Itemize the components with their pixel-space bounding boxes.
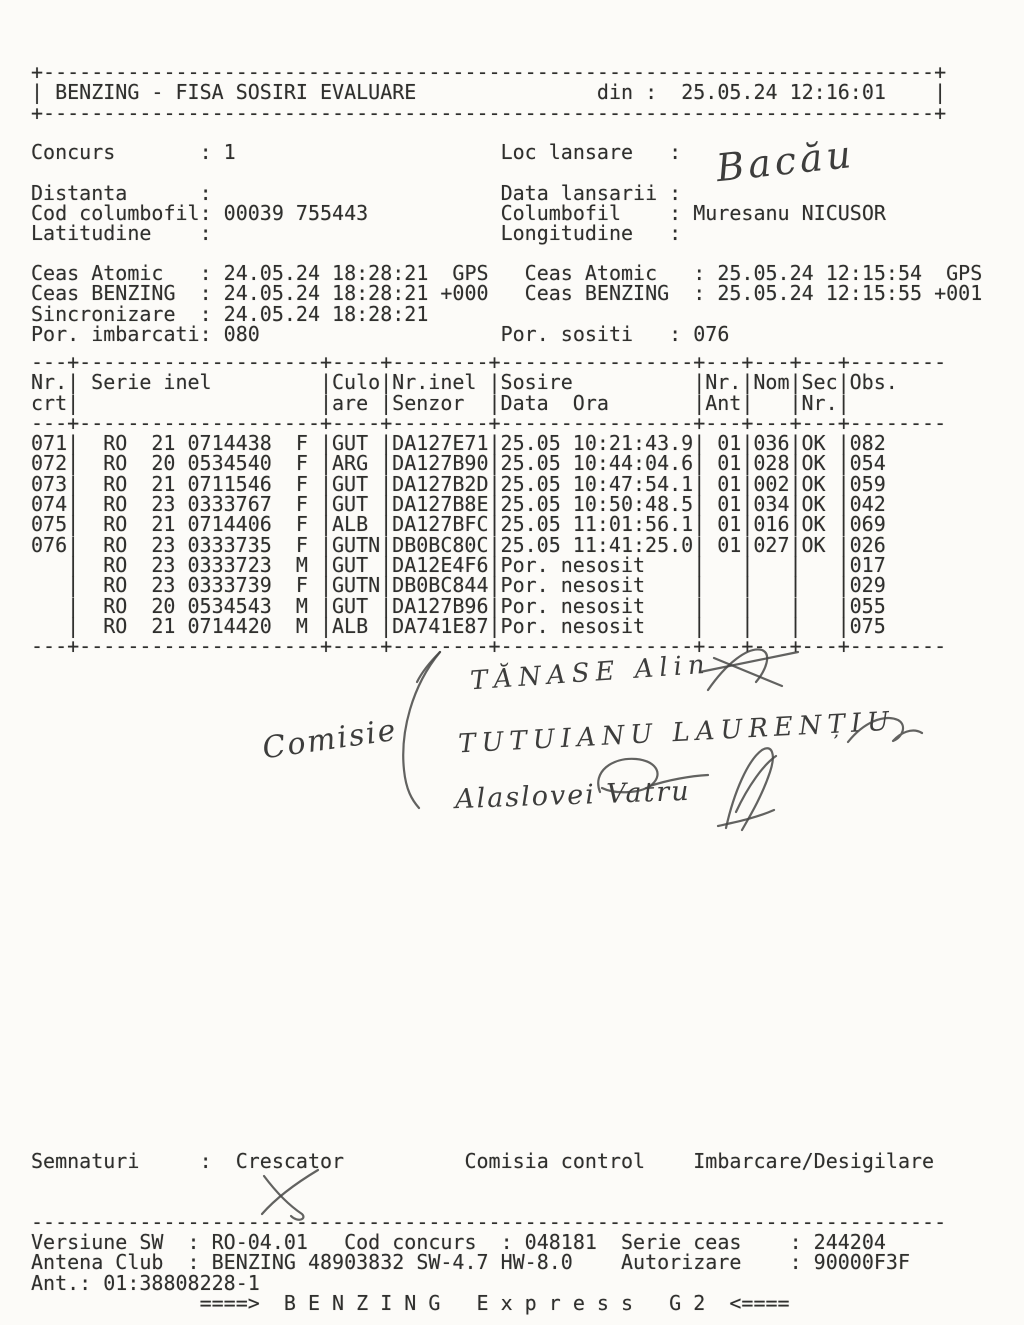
table-cell xyxy=(705,596,741,616)
table-row xyxy=(31,492,946,517)
column-separator: | xyxy=(380,390,393,415)
table-cell: Ant xyxy=(705,390,742,415)
column-separator: | xyxy=(319,512,332,537)
column-separator: | xyxy=(488,471,501,496)
column-separator: | xyxy=(693,532,706,557)
column-separator: | xyxy=(380,573,393,598)
table-row xyxy=(31,532,946,557)
table-row xyxy=(31,593,946,618)
table-cell xyxy=(802,555,838,575)
column-separator: | xyxy=(319,471,332,496)
column-separator: | xyxy=(837,431,850,456)
column-separator: | xyxy=(741,390,754,415)
table-cell xyxy=(850,393,946,413)
table-rule-bottom: ---+--------------------+----+--------+----------------+---+---+---+-------- xyxy=(31,634,947,659)
column-separator: | xyxy=(789,451,802,476)
table-cell: 029 xyxy=(849,573,886,598)
table-cell: OK xyxy=(801,532,838,557)
column-separator: | xyxy=(67,613,80,638)
table-cell: 082 xyxy=(849,431,886,456)
column-separator: | xyxy=(488,431,501,456)
column-separator: | xyxy=(789,552,802,577)
footer-rule: ---------------------------------------------------------------------------- xyxy=(31,1210,947,1234)
column-separator: | xyxy=(319,431,332,456)
footer-line-benzing-express: ====> B E N Z I N G E x p r e s s G 2 <==== xyxy=(31,1290,790,1315)
column-separator: | xyxy=(319,390,332,415)
table-cell: 25.05 10:50:48.5 xyxy=(500,492,694,517)
info-line-distanta: Distanta : Data lansarii : xyxy=(31,180,682,205)
table-cell: DA127B96 xyxy=(392,593,489,618)
handwritten-name-tutuianu: TUTUIANU LAURENȚIU xyxy=(457,706,896,760)
table-cell: RO 21 0714438 F xyxy=(79,431,308,456)
table-cell: DA12E4F6 xyxy=(392,552,489,577)
table-row xyxy=(31,471,946,496)
column-separator: | xyxy=(789,573,802,598)
table-header-row xyxy=(31,370,946,395)
table-cell: 25.05 10:21:43.9 xyxy=(500,431,694,456)
table-cell: 01 xyxy=(705,451,742,476)
column-separator: | xyxy=(319,370,332,395)
column-separator: | xyxy=(488,512,501,537)
column-separator: | xyxy=(319,552,332,577)
column-separator: | xyxy=(741,573,754,598)
table-header xyxy=(31,372,946,413)
table-cell: DB0BC844 xyxy=(392,573,489,598)
column-separator: | xyxy=(837,573,850,598)
table-cell: 017 xyxy=(849,552,886,577)
table-cell: GUT xyxy=(331,471,381,496)
table-cell: Por. nesosit xyxy=(500,573,646,598)
column-separator: | xyxy=(741,492,754,517)
column-separator: | xyxy=(693,431,706,456)
column-separator: | xyxy=(488,573,501,598)
table-cell: crt xyxy=(31,390,68,415)
table-cell: 055 xyxy=(849,593,886,618)
table-row xyxy=(31,451,946,476)
column-separator: | xyxy=(837,593,850,618)
footer-line-versiune: Versiune SW : RO-04.01 Cod concurs : 048181 Serie ceas : 244204 xyxy=(31,1230,886,1254)
table-row xyxy=(31,512,946,537)
column-separator: | xyxy=(67,370,80,395)
box-rule-top: +--------------------------------------------------------------------------+ xyxy=(31,60,947,84)
column-separator: | xyxy=(789,471,802,496)
table-cell: Nr. xyxy=(705,370,742,395)
table-cell: GUT xyxy=(331,431,381,456)
arrival-table xyxy=(31,350,947,659)
table-cell: 042 xyxy=(849,492,886,517)
table-cell: DA127E71 xyxy=(392,431,489,456)
table-cell: 059 xyxy=(849,471,886,496)
signature-stroke xyxy=(262,1170,318,1214)
column-separator: | xyxy=(319,492,332,517)
table-cell: GUTN xyxy=(331,573,381,598)
table-cell: DA741E87 xyxy=(392,613,489,638)
table-cell: 054 xyxy=(849,451,886,476)
table-cell xyxy=(705,616,741,636)
table-cell: are xyxy=(331,390,369,415)
table-cell: OK xyxy=(801,471,838,496)
info-line-latitudine: Latitudine : Longitudine : xyxy=(31,221,682,246)
table-cell: DA127B2D xyxy=(392,471,489,496)
table-cell: RO 21 0711546 F xyxy=(79,471,308,496)
signature-stroke xyxy=(718,810,774,826)
column-separator: | xyxy=(67,492,80,517)
column-separator: | xyxy=(380,471,393,496)
column-separator: | xyxy=(488,613,501,638)
column-separator: | xyxy=(837,532,850,557)
column-separator: | xyxy=(789,613,802,638)
table-row xyxy=(31,431,946,456)
table-row xyxy=(31,573,946,598)
column-separator: | xyxy=(789,390,802,415)
table-cell xyxy=(31,616,67,636)
table-cell: 076 xyxy=(31,532,68,557)
footer-line-antena: Antena Club : BENZING 48903832 SW-4.7 HW-8.0 Autorizare : 90000F3F xyxy=(31,1250,910,1275)
column-separator: | xyxy=(741,451,754,476)
column-separator: | xyxy=(789,512,802,537)
table-cell: DA127B90 xyxy=(392,451,489,476)
table-cell: ALB xyxy=(331,613,381,638)
column-separator: | xyxy=(67,512,80,537)
table-cell: 026 xyxy=(849,532,886,557)
column-separator: | xyxy=(319,532,332,557)
column-separator: | xyxy=(741,370,754,395)
table-cell: GUT xyxy=(331,593,381,618)
column-separator: | xyxy=(488,370,501,395)
table-cell: 25.05 10:47:54.1 xyxy=(500,471,694,496)
table-cell xyxy=(802,616,838,636)
column-separator: | xyxy=(693,613,706,638)
column-separator: | xyxy=(380,451,393,476)
table-cell: Nr. xyxy=(31,370,68,395)
semnaturi-line: Semnaturi : Crescator Comisia control Imbarcare/Desigilare xyxy=(31,1149,935,1173)
column-separator: | xyxy=(741,593,754,618)
table-row xyxy=(31,613,946,638)
column-separator: | xyxy=(837,390,850,415)
table-cell: RO 23 0333767 F xyxy=(79,492,308,517)
column-separator: | xyxy=(380,532,393,557)
table-cell: 075 xyxy=(849,613,886,638)
column-separator: | xyxy=(693,573,706,598)
footer-line-ant: Ant.: 01:38808228-1 xyxy=(31,1270,260,1295)
column-separator: | xyxy=(693,390,706,415)
table-cell: Por. nesosit xyxy=(500,593,646,618)
handwritten-name-tanase: TĂNASE Alin xyxy=(469,649,712,697)
table-cell: 069 xyxy=(849,512,886,537)
table-cell: Culo xyxy=(331,370,381,395)
column-separator: | xyxy=(380,431,393,456)
table-cell: Nr.inel xyxy=(392,370,477,395)
column-separator: | xyxy=(67,552,80,577)
table-cell: 01 xyxy=(705,512,742,537)
column-separator: | xyxy=(67,431,80,456)
table-cell: 01 xyxy=(705,492,742,517)
column-separator: | xyxy=(488,532,501,557)
clock-line-benzing: Ceas BENZING : 24.05.24 18:28:21 +000 Ceas BENZING : 25.05.24 12:15:55 +001 xyxy=(31,281,983,306)
table-cell: 01 xyxy=(705,471,742,496)
title-box xyxy=(31,62,946,123)
signature-stroke xyxy=(714,658,782,686)
signature-stroke xyxy=(736,756,776,812)
table-cell xyxy=(31,596,67,616)
title-line: | BENZING - FISA SOSIRI EVALUARE din : 25.05.24 12:16:01 | xyxy=(31,80,947,105)
table-cell: 027 xyxy=(753,532,790,557)
table-cell: RO 23 0333735 F xyxy=(79,532,308,557)
table-cell: RO 23 0333739 F xyxy=(79,573,308,598)
table-cell: 072 xyxy=(31,451,68,476)
table-cell: Sec xyxy=(801,370,838,395)
info-line-concurs: Concurs : 1 Loc lansare : xyxy=(31,140,682,164)
table-cell: RO 21 0714420 M xyxy=(79,613,308,638)
table-cell: 01 xyxy=(705,431,742,456)
handwritten-brace xyxy=(403,652,440,808)
column-separator: | xyxy=(789,370,802,395)
table-header-row xyxy=(31,390,946,415)
table-cell: 036 xyxy=(753,431,790,456)
table-cell: 071 xyxy=(31,431,68,456)
clock-line-sincronizare: Sincronizare : 24.05.24 18:28:21 xyxy=(31,301,429,326)
column-separator: | xyxy=(837,552,850,577)
table-cell xyxy=(31,555,67,575)
table-cell xyxy=(705,575,741,595)
table-cell: 074 xyxy=(31,492,68,517)
table-rule-top: ---+--------------------+----+--------+----------------+---+---+---+-------- xyxy=(31,350,947,374)
column-separator: | xyxy=(380,492,393,517)
table-cell xyxy=(802,575,838,595)
column-separator: | xyxy=(380,552,393,577)
table-cell xyxy=(753,616,789,636)
column-separator: | xyxy=(789,593,802,618)
table-rule-mid: ---+--------------------+----+--------+----------------+---+---+---+-------- xyxy=(31,410,947,435)
column-separator: | xyxy=(693,512,706,537)
table-cell xyxy=(753,596,789,616)
column-separator: | xyxy=(319,573,332,598)
table-body xyxy=(31,433,946,636)
table-cell: 073 xyxy=(31,471,68,496)
table-cell: Nr. xyxy=(801,390,838,415)
table-cell: GUT xyxy=(331,552,381,577)
table-cell: OK xyxy=(801,512,838,537)
clock-section xyxy=(31,263,982,344)
column-separator: | xyxy=(741,471,754,496)
column-separator: | xyxy=(789,492,802,517)
table-cell: RO 23 0333723 M xyxy=(79,552,308,577)
column-separator: | xyxy=(319,451,332,476)
table-cell: Obs. xyxy=(849,370,898,395)
column-separator: | xyxy=(67,390,80,415)
table-cell: 028 xyxy=(753,451,790,476)
table-cell: 016 xyxy=(753,512,790,537)
column-separator: | xyxy=(837,471,850,496)
table-cell: OK xyxy=(801,431,838,456)
column-separator: | xyxy=(693,471,706,496)
column-separator: | xyxy=(837,512,850,537)
column-separator: | xyxy=(67,532,80,557)
footer-section xyxy=(31,1232,910,1313)
column-separator: | xyxy=(693,451,706,476)
column-separator: | xyxy=(319,593,332,618)
table-cell: DB0BC80C xyxy=(392,532,489,557)
table-cell xyxy=(31,575,67,595)
column-separator: | xyxy=(741,431,754,456)
column-separator: | xyxy=(837,492,850,517)
table-cell: OK xyxy=(801,451,838,476)
table-cell: 075 xyxy=(31,512,68,537)
table-cell: RO 20 0534543 M xyxy=(79,593,308,618)
column-separator: | xyxy=(380,593,393,618)
table-cell xyxy=(753,393,789,413)
info-line-cod-columbofil: Cod columbofil: 00039 755443 Columbofil : Muresanu NICUSOR xyxy=(31,200,886,225)
table-cell: RO 20 0534540 F xyxy=(79,451,308,476)
column-separator: | xyxy=(488,390,501,415)
column-separator: | xyxy=(837,613,850,638)
column-separator: | xyxy=(741,532,754,557)
table-cell: OK xyxy=(801,492,838,517)
handwritten-loc-lansare: Bacău xyxy=(714,131,857,191)
table-cell: GUT xyxy=(331,492,381,517)
column-separator: | xyxy=(693,552,706,577)
signature-stroke xyxy=(726,748,773,830)
column-separator: | xyxy=(67,451,80,476)
handwritten-name-alaslovei: Alaslovei Vatru xyxy=(454,775,692,816)
column-separator: | xyxy=(837,370,850,395)
column-separator: | xyxy=(380,370,393,395)
column-separator: | xyxy=(488,451,501,476)
table-cell: Serie inel xyxy=(79,370,212,395)
handwritten-comisie-label: Comisie xyxy=(260,712,400,767)
table-cell: 01 xyxy=(705,532,742,557)
table-cell xyxy=(753,575,789,595)
table-cell: ALB xyxy=(331,512,381,537)
column-separator: | xyxy=(380,613,393,638)
table-cell: Nom xyxy=(753,370,790,395)
table-cell: ARG xyxy=(331,451,381,476)
table-cell: Data Ora xyxy=(500,390,609,415)
table-cell: 25.05 10:44:04.6 xyxy=(500,451,694,476)
column-separator: | xyxy=(741,512,754,537)
table-cell: 034 xyxy=(753,492,790,517)
table-cell: GUTN xyxy=(331,532,381,557)
table-cell: Por. nesosit xyxy=(500,552,646,577)
table-cell: Sosire xyxy=(500,370,573,395)
column-separator: | xyxy=(741,552,754,577)
table-cell: DA127BFC xyxy=(392,512,489,537)
table-cell: 002 xyxy=(753,471,790,496)
column-separator: | xyxy=(67,593,80,618)
column-separator: | xyxy=(488,552,501,577)
column-separator: | xyxy=(67,471,80,496)
column-separator: | xyxy=(693,593,706,618)
column-separator: | xyxy=(741,613,754,638)
column-separator: | xyxy=(693,370,706,395)
table-cell: 25.05 11:01:56.1 xyxy=(500,512,694,537)
table-cell xyxy=(79,393,320,413)
column-separator: | xyxy=(488,492,501,517)
table-cell: DA127B8E xyxy=(392,492,489,517)
clock-line-porumbei: Por. imbarcati: 080 Por. sositi : 076 xyxy=(31,321,730,346)
column-separator: | xyxy=(837,451,850,476)
table-cell xyxy=(705,555,741,575)
table-cell: RO 21 0714406 F xyxy=(79,512,308,537)
column-separator: | xyxy=(693,492,706,517)
table-cell: Por. nesosit xyxy=(500,613,646,638)
column-separator: | xyxy=(789,532,802,557)
clock-line-atomic: Ceas Atomic : 24.05.24 18:28:21 GPS Ceas Atomic : 25.05.24 12:15:54 GPS xyxy=(31,261,983,285)
table-cell xyxy=(753,555,789,575)
column-separator: | xyxy=(67,573,80,598)
column-separator: | xyxy=(488,593,501,618)
table-cell: Senzor xyxy=(392,390,465,415)
table-cell xyxy=(802,596,838,616)
box-rule-bottom: +--------------------------------------------------------------------------+ xyxy=(31,100,947,125)
table-row xyxy=(31,552,946,577)
column-separator: | xyxy=(319,613,332,638)
table-cell: 25.05 11:41:25.0 xyxy=(500,532,694,557)
column-separator: | xyxy=(380,512,393,537)
signatures-section xyxy=(31,1151,934,1171)
column-separator: | xyxy=(789,431,802,456)
